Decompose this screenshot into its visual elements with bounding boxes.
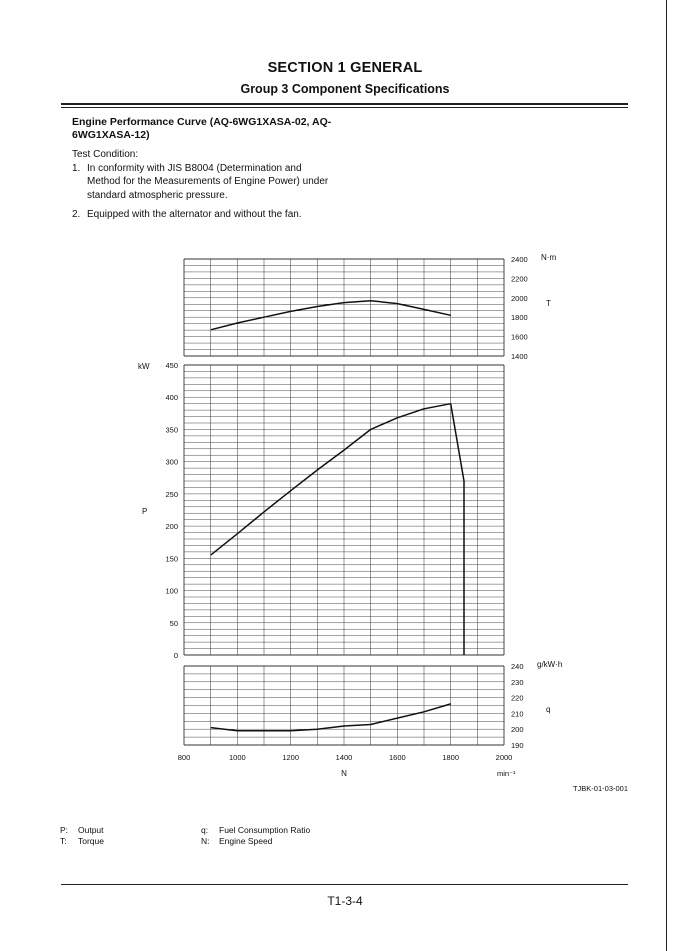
x-tick-label: 1000 [228,753,246,762]
power-tick-label: 300 [165,457,178,467]
page-number: T1-3-4 [327,894,363,908]
x-tick-label: 2000 [495,753,513,762]
fuel-tick-label: 200 [511,725,524,735]
power-unit-label: kW [138,362,150,371]
torque-axis-label: T [546,299,551,308]
legend-item [60,836,104,847]
torque-curve [211,301,451,330]
legend-key: q: [201,825,209,835]
legend-key: P: [60,825,69,835]
figure-code: TJBK-01-03-001 [572,784,628,793]
legend-right [201,825,310,847]
power-axis-label: P [142,507,148,516]
x-axis-label: N [341,769,347,778]
fuel-tick-label: 210 [511,709,524,719]
x-tick-label: 1800 [442,753,460,762]
fuel-axis-label: q [546,705,551,714]
power-tick-label: 350 [165,425,178,435]
power-tick-label: 0 [173,651,178,660]
torque-tick-label: 1400 [511,352,528,361]
x-tick-label: 1400 [335,753,353,762]
fuel-tick-label: 220 [511,693,524,703]
fuel-curve [211,704,451,731]
legend-label: Output [78,825,104,835]
condition-number: 1. [72,162,81,174]
fuel-tick-label: 230 [511,677,524,687]
legend-label: Fuel Consumption Ratio [219,825,311,835]
legend-item [60,825,104,836]
power-tick-label: 50 [169,618,178,628]
legend-label: Engine Speed [219,836,273,846]
power-tick-label: 100 [165,586,178,596]
torque-tick-label: 2000 [511,293,528,303]
torque-tick-label: 2200 [511,274,528,284]
curve-title: Engine Performance Curve (AQ-6WG1XASA-02, AQ-6WG1XASA-12) [72,116,332,141]
fuel-tick-label: 240 [511,662,524,671]
fuel-tick-label: 190 [511,741,524,750]
condition-number: 2. [72,209,81,220]
x-tick-label: 1200 [282,753,300,762]
test-condition-label: Test Condition: [72,149,139,160]
x-tick-label: 800 [177,753,191,762]
power-tick-label: 450 [165,361,178,370]
power-tick-label: 150 [165,554,178,564]
legend-item [201,836,310,847]
torque-unit-label: N·m [541,253,557,262]
legend-label: Torque [78,836,104,846]
legend-item [201,825,310,836]
group-title: Group 3 Component Specifications [240,82,450,96]
condition-text: Equipped with the alternator and without the fan. [87,209,302,220]
legend-key: N: [201,836,210,846]
torque-tick-label: 2400 [511,255,528,264]
legend-left [60,825,104,847]
condition-text: In conformity with JIS B8004 (Determination and Method for the Measurements of Engine Power) under standard atmospheric pressure. [87,162,329,201]
torque-tick-label: 1600 [511,332,528,342]
x-unit-label: min⁻¹ [497,769,516,778]
power-curve [211,404,464,655]
power-tick-label: 250 [165,489,178,499]
fuel-unit-label: g/kW·h [537,660,563,669]
power-tick-label: 400 [165,393,178,403]
torque-tick-label: 1800 [511,313,528,323]
x-tick-label: 1600 [388,753,406,762]
legend-key: T: [60,836,67,846]
section-title: SECTION 1 GENERAL [267,60,423,76]
footer-rule [61,884,628,885]
power-tick-label: 200 [165,522,178,532]
